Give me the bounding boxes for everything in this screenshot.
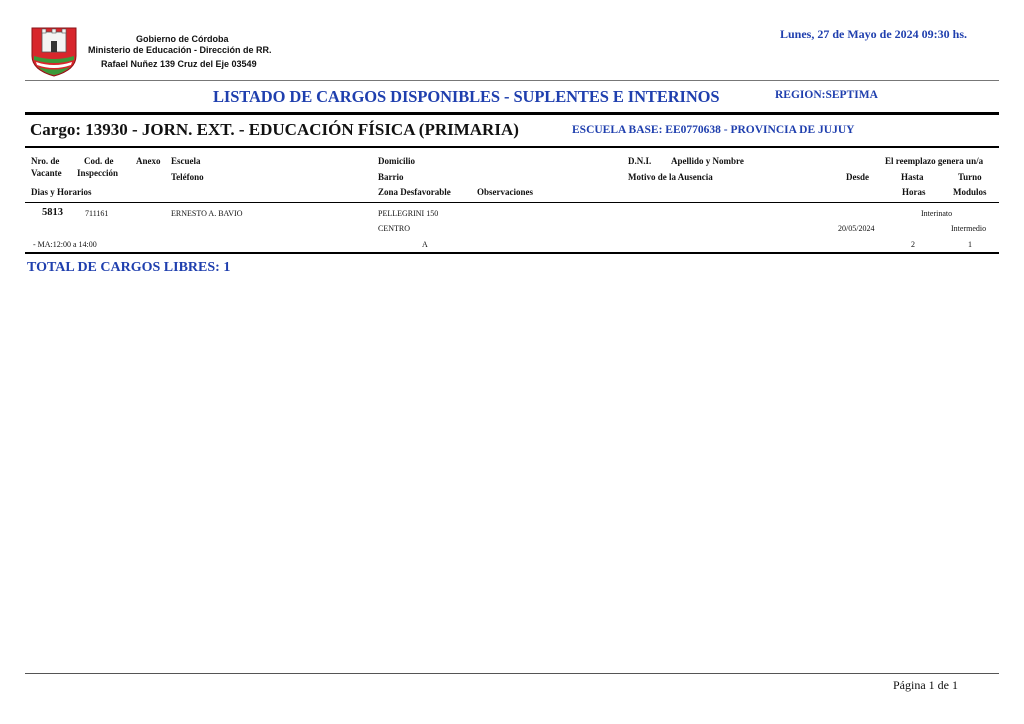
header-divider [25,80,999,81]
col-reemplazo: El reemplazo genera un/a [885,156,984,166]
header-row-divider [25,202,999,203]
col-horas: Horas [902,187,926,197]
title-divider [25,112,999,115]
cell-cod-inspeccion: 711161 [85,209,109,218]
footer-divider [25,673,999,674]
col-desde: Desde [846,172,869,182]
col-turno: Turno [958,172,982,182]
total-cargos-libres: TOTAL DE CARGOS LIBRES: 1 [27,260,231,275]
col-apellido-nombre: Apellido y Nombre [671,156,744,166]
col-barrio: Barrio [378,172,404,182]
row-divider [25,252,999,254]
cordoba-coat-of-arms-logo [28,24,80,78]
cell-turno: Intermedio [951,224,987,233]
org-name: Gobierno de Córdoba [136,34,229,44]
col-hasta: Hasta [901,172,924,182]
report-title: LISTADO DE CARGOS DISPONIBLES - SUPLENTES E INTERINOS [213,87,720,106]
cell-barrio: CENTRO [378,224,410,233]
cell-nro-vacante: 5813 [42,207,63,218]
cell-escuela: ERNESTO A. BAVIO [171,209,243,218]
cargo-heading: Cargo: 13930 - JORN. EXT. - EDUCACIÓN FÍSICA (PRIMARIA) [30,120,519,139]
org-address: Rafael Nuñez 139 Cruz del Eje 03549 [101,59,257,69]
cell-desde: 20/05/2024 [838,224,875,233]
cargo-divider [25,146,999,148]
col-telefono: Teléfono [171,172,204,182]
col-zona-desfavorable: Zona Desfavorable [378,187,451,197]
col-modulos: Modulos [953,187,987,197]
page-number: Página 1 de 1 [893,678,958,692]
report-datetime: Lunes, 27 de Mayo de 2024 09:30 hs. [779,27,967,41]
col-nro-vacante-2: Vacante [31,168,62,178]
region-label: REGION:SEPTIMA [775,89,878,101]
col-dias-horarios: Dias y Horarios [31,187,92,197]
col-domicilio: Domicilio [378,156,415,166]
cell-domicilio: PELLEGRINI 150 [378,209,439,218]
col-motivo-ausencia: Motivo de la Ausencia [628,172,713,182]
cell-dias-horarios: - MA:12:00 a 14:00 [33,240,97,249]
cell-zona: A [422,240,428,249]
col-observaciones: Observaciones [477,187,533,197]
cell-reemplazo: Interinato [921,209,953,218]
col-cod-inspeccion-1: Cod. de [84,156,114,166]
cell-horas: 2 [911,240,915,249]
col-cod-inspeccion-2: Inspección [77,168,119,178]
col-escuela: Escuela [171,156,201,166]
cell-modulos: 1 [968,240,972,249]
col-anexo: Anexo [136,156,161,166]
col-dni: D.N.I. [628,156,652,166]
col-nro-vacante-1: Nro. de [31,156,60,166]
org-ministry: Ministerio de Educación - Dirección de RR. [88,45,272,55]
escuela-base: ESCUELA BASE: EE0770638 - PROVINCIA DE JUJUY [572,124,855,136]
